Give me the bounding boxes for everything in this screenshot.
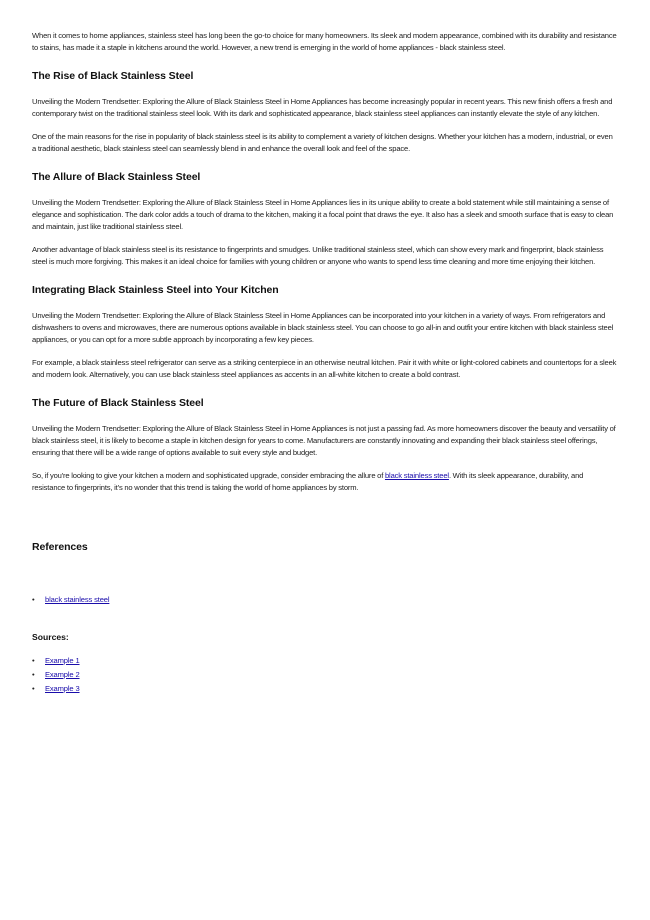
section-allure-paragraph-1: Unveiling the Modern Trendsetter: Exploring the Allure of Black Stainless Steel in Home Appliances lies in its unique ability to create a bold statement while still maintaining a sense of elegance and sophistication. The dark color adds a touch of drama to the kitchen, making it a focal point that draws the eye. It also has a sleek and smooth surface that is easy to clean and maintain, just like traditional stainless steel.: [32, 198, 614, 231]
source-link-example-1[interactable]: Example 1: [45, 656, 80, 665]
bullet-icon: •: [32, 670, 35, 679]
sources-label: Sources:: [32, 632, 69, 642]
section-heading-allure: The Allure of Black Stainless Steel: [32, 171, 201, 183]
references-heading: References: [32, 541, 88, 553]
bullet-icon: •: [32, 656, 35, 665]
references-list: [32, 593, 618, 607]
section-integrating-paragraph-1: Unveiling the Modern Trendsetter: Exploring the Allure of Black Stainless Steel in Home Appliances can be incorporated into your kitchen in a variety of ways. From refrigerators and dishwashers to ovens and microwaves, there are numerous options available in black stainless steel. You can choose to go all-in and outfit your entire kitchen with black stainless steel appliances, or you can opt for a more subtle approach by incorporating a few key pieces.: [32, 311, 614, 344]
source-link-example-2[interactable]: Example 2: [45, 670, 80, 679]
section-allure-paragraph-2: Another advantage of black stainless steel is its resistance to fingerprints and smudges. Unlike traditional stainless steel, which can show every mark and fingerprint, black stainless steel is much more forgiving. This makes it an ideal choice for families with young children or anyone who wants to spend less time cleaning and more time enjoying their kitchen.: [32, 245, 604, 266]
section-heading-future: The Future of Black Stainless Steel: [32, 397, 204, 409]
section-integrating-paragraph-2: For example, a black stainless steel refrigerator can serve as a striking centerpiece in an otherwise neutral kitchen. Pair it with white or light-colored cabinets and countertops for a sleek and modern look. Alternatively, you can use black stainless steel appliances as accents in an all-white kitchen to create a bold contrast.: [32, 358, 617, 379]
section-heading-rise: The Rise of Black Stainless Steel: [32, 70, 194, 82]
section-heading-integrating: Integrating Black Stainless Steel into Your Kitchen: [32, 284, 279, 296]
closing-text-before: So, if you're looking to give your kitchen a modern and sophisticated upgrade, consider embracing the allure of: [32, 471, 385, 480]
reference-link-black-stainless-steel[interactable]: black stainless steel: [45, 595, 110, 604]
closing-link-black-stainless-steel[interactable]: black stainless steel: [384, 471, 449, 480]
sources-list: [32, 654, 618, 696]
closing-paragraph: [32, 470, 618, 494]
section-rise-paragraph-1: Unveiling the Modern Trendsetter: Exploring the Allure of Black Stainless Steel in Home Appliances has become increasingly popular in recent years. This new finish offers a fresh and contemporary twist on the traditional stainless steel look. With its dark and sophisticated appearance, black stainless steel appliances can instantly elevate the style of any kitchen.: [32, 97, 613, 118]
source-item: [32, 668, 618, 682]
source-item: [32, 654, 618, 668]
reference-item: [32, 593, 618, 607]
closing-text-after: . With its sleek appearance, durability, and resistance to fingerprints, it's no wonder that this trend is taking the world of home appliances by storm.: [32, 471, 584, 492]
source-item: [32, 682, 618, 696]
section-rise-paragraph-2: One of the main reasons for the rise in popularity of black stainless steel is its ability to complement a variety of kitchen designs. Whether your kitchen has a modern, industrial, or even a traditional aesthetic, black stainless steel can seamlessly blend in and enhance the overall look and feel of the space.: [32, 132, 613, 153]
section-future-paragraph-1: Unveiling the Modern Trendsetter: Exploring the Allure of Black Stainless Steel in Home Appliances is not just a passing fad. As more homeowners discover the beauty and versatility of black stainless steel, it is likely to become a staple in kitchen design for years to come. Manufacturers are constantly innovating and expanding their black stainless steel offerings, ensuring that there will be a wide range of options available to suit every style and budget.: [32, 424, 616, 457]
bullet-icon: •: [32, 684, 35, 693]
source-link-example-3[interactable]: Example 3: [45, 684, 80, 693]
bullet-icon: •: [32, 595, 35, 604]
intro-paragraph: When it comes to home appliances, stainless steel has long been the go-to choice for many homeowners. Its sleek and modern appearance, combined with its durability and resistance to stains, has made it a staple in kitchens around the world. However, a new trend is emerging in the world of home appliances - black stainless steel.: [32, 31, 617, 52]
